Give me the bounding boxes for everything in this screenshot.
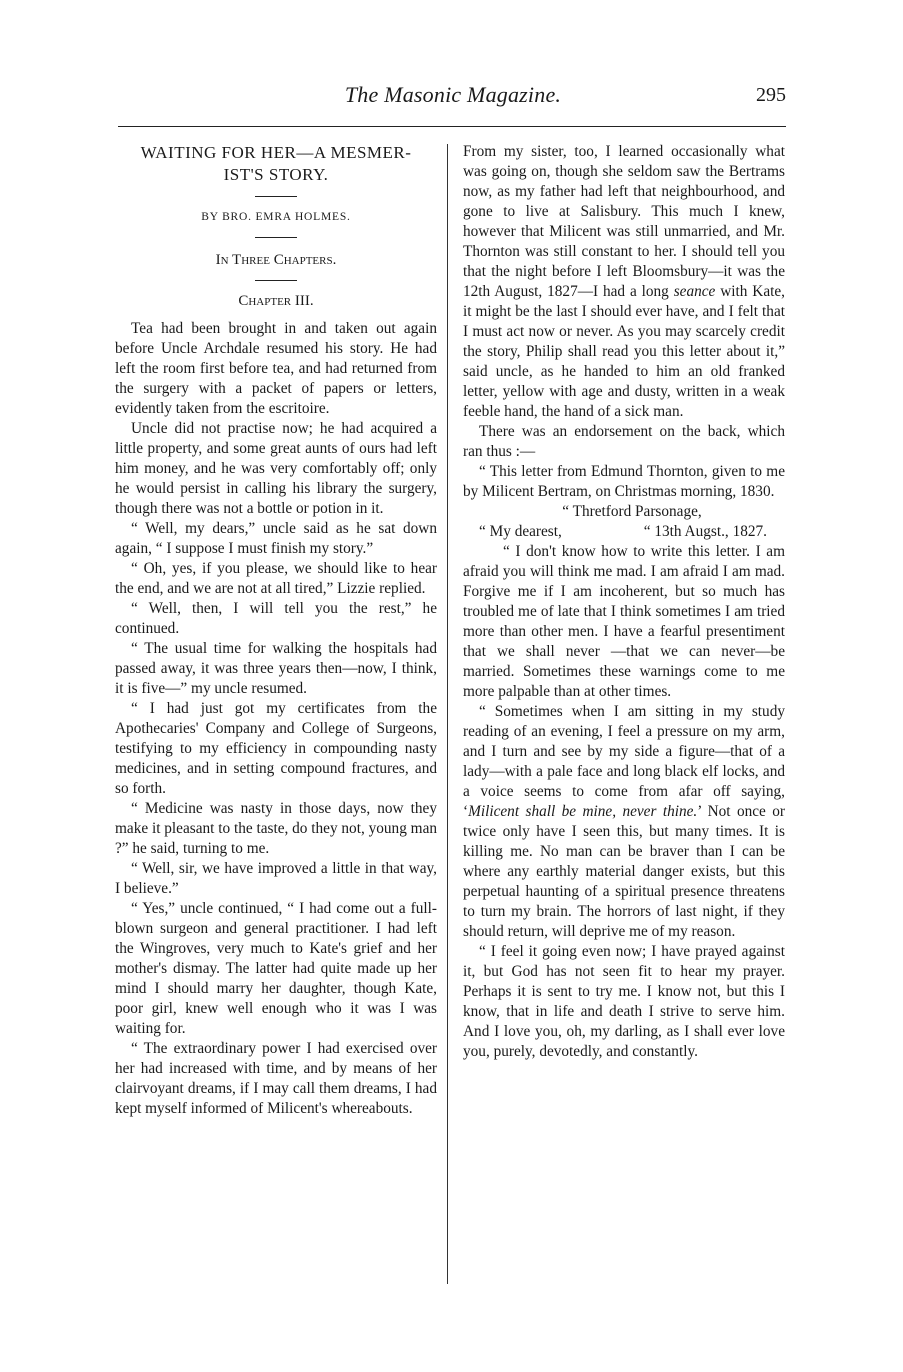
series-label: In Three Chapters. [215,252,337,268]
paragraph-12-part-1: From my sister, too, I learned occasionally what was going on, though she seldom saw the Bertrams now, as my father had left that neighbourhood, and gone to live at Salisbury. This much I knew, however that Milicent was still unmarried, and Mr. Thornton was still constant to her. I should tell you that the night before I left Bloomsbury—it was the 12th August, 1827—I had a long [463,143,785,300]
seance-italic: seance [673,283,716,300]
left-column [115,142,437,1119]
paragraph-4: “ Oh, yes, if you please, we should like to hear the end, and we are not at all tired,” Lizzie replied. [115,560,437,597]
running-title: The Masonic Magazine. [344,82,562,107]
letter-place: “ Thretford Parsonage, [562,503,702,520]
byline: BY BRO. EMRA HOLMES. [201,211,351,223]
paragraph-8: “ Medicine was nasty in those days, now they make it pleasant to the taste, do they not, young man ?” he said, turning to me. [115,800,438,857]
paragraph-10: “ Yes,” uncle continued, “ I had come out a full-blown surgeon and general practitioner. I had left the Wingroves, very much to Kate's grief and her mother's dismay. The latter had quite made up her mind I should marry her daughter, though Kate, poor girl, knew well enough who it was I was waiting for. [115,900,437,1037]
right-column [463,142,785,1062]
letter-paragraph-2-part-2: ’ Not once or twice only have I seen this, but many times. It is killing me. No man can be braver than I can be where any earthly material danger exists, but this perpetual haunting of a spiritual presence threatens to turn my brain. The horrors of last night, if they should return, will deprive me of my reason. [463,803,785,940]
letter-paragraph-2 [463,702,785,942]
paragraph-13: There was an endorsement on the back, which ran thus :— [463,423,785,460]
letter-date: “ 13th Augst., 1827. [643,523,767,540]
letter-salutation: “ My dearest, [479,523,562,540]
paragraph-2: Uncle did not practise now; he had acquired a little property, and some great aunts of ours had left him money, and he was very comfortably off; only he would persist in calling his library the surgery, though there was not a bottle or potion in it. [115,420,437,517]
article-title-line-1: WAITING FOR HER—A MESMER- [140,143,412,162]
paragraph-5: “ Well, then, I will tell you the rest,” he continued. [115,600,437,637]
paragraph-9: “ Well, sir, we have improved a little in that way, I believe.” [115,860,437,897]
paragraph-11: “ The extraordinary power I had exercised over her had increased with time, and by means of her clairvoyant dreams, if I may call them dreams, I had kept myself informed of Milicent's whereabouts. [115,1040,437,1117]
paragraph-7: “ I had just got my certificates from the Apothecaries' Company and College of Surgeons, testifying to my efficiency in compounding nasty medicines, and in setting compound fractures, and so forth. [115,700,437,797]
letter-salutation-line [463,522,785,542]
letter-paragraph-2-part-1: “ Sometimes when I am sitting in my study reading of an evening, I feel a pressure on my arm, and I turn and see by my side a figure—that of a lady—with a pale face and long black elf locks, and a voice seems to come from afar off saying, ‘ [463,703,785,820]
paragraph-12-part-2: with Kate, it might be the last I should ever have, and I felt that I must act now or never. As you may scarcely credit the story, Philip shall read you this letter about it,” said uncle, as he handed to him an old franked letter, yellow with age and dusty, written in a weak feeble hand, the hand of a sick man. [463,283,786,420]
page-number: 295 [756,84,786,106]
chapter-heading: Chapter III. [238,293,314,309]
endorsement: “ This letter from Edmund Thornton, given to me by Milicent Bertram, on Christmas morning, 1830. [463,463,785,500]
column-divider [447,144,448,1284]
letter-paragraph-3: “ I feel it going even now; I have prayed against it, but God has not seen fit to hear my prayer. Perhaps it is sent to try me. I know not, but this I know, that in life and death I strive to serve him. And I love you, oh, my darling, as I shall ever love you, purely, devotedly, and constantly. [463,943,785,1060]
paragraph-1: Tea had been brought in and taken out again before Uncle Archdale resumed his story. He had left the room first before tea, and had returned from the surgery with a packet of papers or letters, evidently taken from the escritoire. [115,320,437,417]
article-title-line-2: IST'S STORY. [223,165,329,184]
header-rule [118,126,786,127]
voice-quote-italic: Milicent shall be mine, never thine. [468,803,698,820]
paragraph-6: “ The usual time for walking the hospitals had passed away, it was three years then—now, I think, it is five—” my uncle resumed. [115,640,437,697]
letter-paragraph-1: “ I don't know how to write this letter. I am afraid you will think me mad. I am afraid I am mad. Forgive me if I am incoherent, but so much has troubled me of late that I think sometimes I am tried more than other men. I have a fearful presentiment that we shall never —that we can never—be married. Sometimes these warnings come to me more palpable than at other times. [463,543,785,700]
running-header [118,78,788,112]
paragraph-12 [463,142,785,422]
paragraph-3: “ Well, my dears,” uncle said as he sat down again, “ I suppose I must finish my story.” [115,520,437,557]
article-title [115,142,437,186]
